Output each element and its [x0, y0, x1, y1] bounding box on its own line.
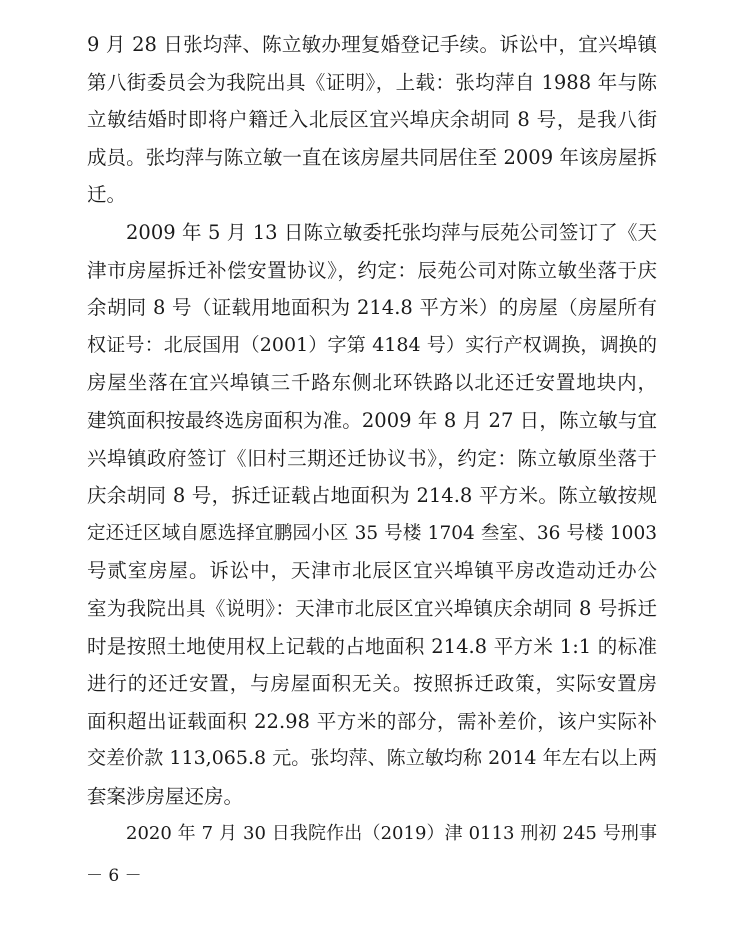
text-line: 9 月 28 日张均萍、陈立敏办理复婚登记手续。诉讼中，宜兴埠镇 — [87, 33, 657, 56]
text-line: 号贰室房屋。诉讼中，天津市北辰区宜兴埠镇平房改造动迁办公 — [87, 559, 657, 583]
text-line: 庆余胡同 8 号，拆迁证载占地面积为 214.8 平方米。陈立敏按规 — [87, 484, 657, 508]
text-line: 进行的还迁安置，与房屋面积无关。按照拆迁政策，实际安置房 — [87, 672, 657, 696]
text-line: 迁。 — [87, 183, 127, 207]
text-line: 时是按照土地使用权上记载的占地面积 214.8 平方米 1:1 的标准 — [87, 634, 657, 658]
text-line: 面积超出证载面积 22.98 平方米的部分，需补差价，该户实际补 — [87, 709, 657, 733]
text-line: 津市房屋拆迁补偿安置协议》，约定：辰苑公司对陈立敏坐落于庆 — [87, 258, 657, 282]
document-body — [87, 26, 657, 853]
text-line: 第八街委员会为我院出具《证明》，上载：张均萍自 1988 年与陈 — [87, 70, 657, 94]
text-line: 室为我院出具《说明》：天津市北辰区宜兴埠镇庆余胡同 8 号拆迁 — [87, 596, 657, 620]
text-line: 余胡同 8 号（证载用地面积为 214.8 平方米）的房屋（房屋所有 — [87, 296, 657, 320]
text-line: 兴埠镇政府签订《旧村三期还迁协议书》，约定：陈立敏原坐落于 — [87, 446, 657, 470]
page-number: － 6 － — [86, 866, 142, 886]
text-line: 房屋坐落在宜兴埠镇三千路东侧北环铁路以北还迁安置地块内， — [87, 371, 657, 395]
text-line: 2009 年 5 月 13 日陈立敏委托张均萍与辰苑公司签订了《天 — [126, 220, 657, 244]
text-line: 2020 年 7 月 30 日我院作出（2019）津 0113 刑初 245 号刑事 — [126, 823, 657, 845]
text-line: 定还迁区域自愿选择宜鹏园小区 35 号楼 1704 叁室、36 号楼 1003 — [87, 522, 657, 544]
text-line: 套案涉房屋还房。 — [87, 784, 244, 808]
text-line: 成员。张均萍与陈立敏一直在该房屋共同居住至 2009 年该房屋拆 — [87, 145, 657, 169]
text-line: 建筑面积按最终选房面积为准。2009 年 8 月 27 日，陈立敏与宜 — [87, 408, 657, 432]
text-line: 权证号：北辰国用（2001）字第 4184 号）实行产权调换，调换的 — [87, 333, 657, 356]
text-line: 立敏结婚时即将户籍迁入北辰区宜兴埠庆余胡同 8 号，是我八街 — [87, 108, 657, 132]
text-line: 交差价款 113,065.8 元。张均萍、陈立敏均称 2014 年左右以上两 — [87, 747, 657, 770]
